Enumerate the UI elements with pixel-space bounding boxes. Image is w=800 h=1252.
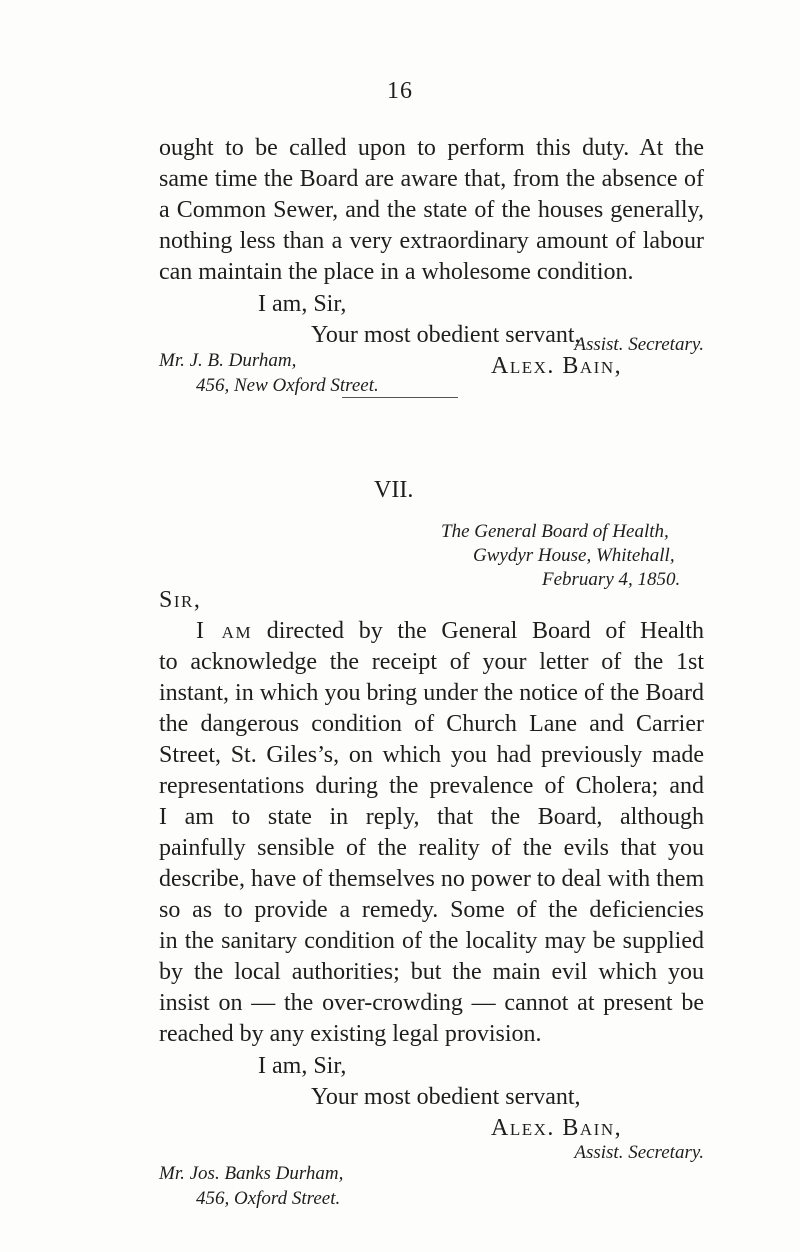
letter2-addressee-name: Mr. Jos. Banks Durham, — [159, 1163, 344, 1184]
letter1-closing-1: I am, Sir, — [258, 291, 347, 317]
letter2-line-9: describe, have of themselves no power to deal with them — [159, 866, 705, 892]
letter2-line-2: to acknowledge the receipt of your letter of the 1st — [159, 649, 704, 675]
letter2-first-line-rest: directed by the General Board of Health — [252, 618, 705, 644]
letter2-closing-1: I am, Sir, — [258, 1053, 347, 1079]
letter2-line-6: representations during the prevalence of Cholera; and — [159, 773, 704, 799]
letter1-line-2: same time the Board are aware that, from the absence of — [159, 166, 704, 192]
letter1-signature: Alex. Bain, — [491, 353, 623, 379]
letter2-line-5: Street, St. Giles’s, on which you had previously made — [159, 742, 704, 768]
letter1-line-5: can maintain the place in a wholesome condition. — [159, 259, 634, 285]
letter2-line-13: insist on — the over-crowding — cannot at present be — [159, 990, 704, 1016]
letter1-closing-2: Your most obedient servant, — [311, 322, 581, 348]
letter2-line-1 — [196, 616, 704, 646]
letter2-line-14: reached by any existing legal provision. — [159, 1021, 542, 1047]
page-number: 16 — [387, 78, 413, 104]
letter2-signature-title: Assist. Secretary. — [574, 1142, 704, 1163]
letter2-addressee-address: 456, Oxford Street. — [196, 1188, 341, 1209]
letter2-first-word: I am — [196, 618, 253, 644]
letter2-number: VII. — [374, 477, 414, 503]
letter2-line-7: I am to state in reply, that the Board, although — [159, 804, 704, 830]
letter2-line-8: painfully sensible of the reality of the evils that you — [159, 835, 704, 861]
letter2-sender-line-2: Gwydyr House, Whitehall, — [473, 545, 675, 566]
letter2-line-10: so as to provide a remedy. Some of the deficiencies — [159, 897, 704, 923]
letter2-closing-2: Your most obedient servant, — [311, 1084, 581, 1110]
letter2-date: February 4, 1850. — [542, 569, 681, 590]
letter1-line-3: a Common Sewer, and the state of the houses generally, — [159, 197, 704, 223]
letter1-addressee-address: 456, New Oxford Street. — [196, 375, 379, 396]
section-divider — [342, 397, 458, 398]
letter1-addressee-name: Mr. J. B. Durham, — [159, 350, 297, 371]
letter1-line-1: ought to be called upon to perform this duty. At the — [159, 135, 704, 161]
letter2-line-11: in the sanitary condition of the locality may be supplied — [159, 928, 704, 954]
letter2-signature: Alex. Bain, — [491, 1115, 623, 1141]
letter2-line-12: by the local authorities; but the main evil which you — [159, 959, 704, 985]
letter1-line-4: nothing less than a very extraordinary amount of labour — [159, 228, 704, 254]
letter2-line-3: instant, in which you bring under the notice of the Board — [159, 680, 704, 706]
letter2-line-4: the dangerous condition of Church Lane and Carrier — [159, 711, 704, 737]
letter2-salutation: Sir, — [159, 587, 202, 613]
letter1-signature-title: Assist. Secretary. — [574, 334, 704, 355]
letter2-sender-line-1: The General Board of Health, — [441, 521, 669, 542]
